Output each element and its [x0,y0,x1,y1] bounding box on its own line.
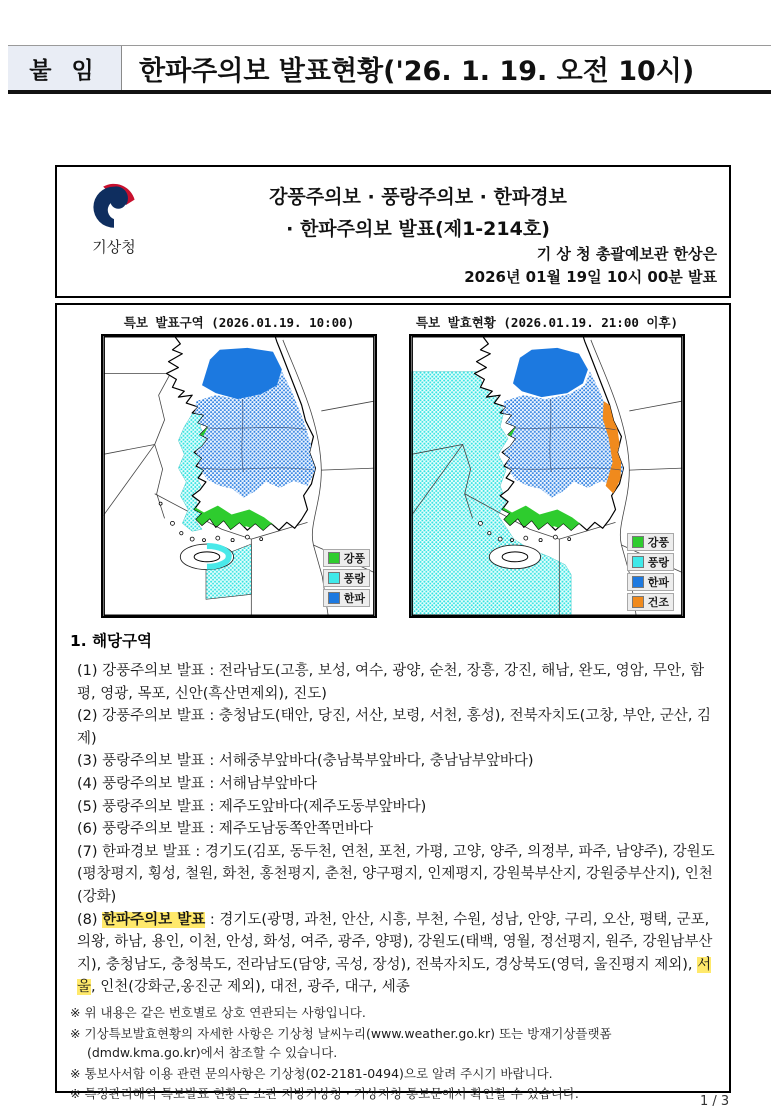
region-text: : 경기도(광명, 과천, 안산, 시흥, 부천, 수원, 성남, 안양, 구리, 오산, 평택, 군포, 의왕, 하남, 용인, 이천, 안성, 화성, 여주, 광주, 양평), 강원도(태백, 영월, 정선평지, 원주, 강원남부산지), 충청남도, 충청북도, 전라남도(담양, 곡성, 장성), 전북자치도, 경상북도(영덕, 울진평지 제외), [77,911,713,973]
legend-color-swatch [632,556,644,568]
map-issued-areas-title: 특보 발표구역 (2026.01.19. 10:00) [123,315,355,330]
legend-item [627,553,674,571]
legend-color-swatch [328,572,340,584]
region-text: (7) 한파경보 발표 : 경기도(김포, 동두천, 연천, 포천, 가평, 고양, 양주, 의정부, 파주, 남양주), 강원도(평창평지, 횡성, 철원, 화천, 홍천평지, 춘천, 양구평지, 인제평지, 강원북부산지, 강원중부산지), 인천(강화) [77,843,715,905]
legend-label: 한파 [343,592,365,605]
agency-block [75,179,153,257]
page-title: 한파주의보 발표현황('26. 1. 19. 오전 10시) [139,55,695,87]
map-effective-status-title: 특보 발효현황 (2026.01.19. 21:00 이후) [415,315,679,330]
legend-item [627,533,674,551]
document-header [55,165,731,298]
maps-row [57,313,729,618]
region-text: (3) 풍랑주의보 발표 : 서해중부앞바다(충남북부앞바다, 충남남부앞바다) [77,753,534,770]
jeju-island-group [180,544,233,570]
region-item [70,660,716,705]
report-title [167,181,669,245]
section-heading: 1. 해당구역 [70,632,152,650]
region-item [70,818,716,841]
region-item [70,750,716,773]
legend-color-swatch [632,576,644,588]
legend-color-swatch [328,592,340,604]
region-item [70,796,716,819]
legend-label: 강풍 [343,552,365,565]
map-issued-areas-frame [101,334,377,618]
region-text: (4) 풍랑주의보 발표 : 서해남부앞바다 [77,775,317,792]
jeju-island-group [489,545,540,569]
footnote: ※ 위 내용은 같은 번호별로 상호 연관되는 사항입니다. [70,1005,366,1020]
report-title-line2: · 한파주의보 발표(제1-214호) [286,218,550,240]
footnotes [70,1003,716,1105]
region-items-list [70,660,716,999]
legend-color-swatch [328,552,340,564]
region-text: (5) 풍랑주의보 발표 : 제주도앞바다(제주도동부앞바다) [77,798,427,815]
map-issued-areas [101,313,377,618]
page-number: 1 / 3 [700,1094,730,1109]
issuer-block [464,243,717,289]
region-text: (8) [77,911,103,928]
region-text: (6) 풍랑주의보 발표 : 제주도남동쪽안쪽먼바다 [77,821,373,838]
attachment-header [8,46,771,94]
footnote: ※ 기상특보발효현황의 자세한 사항은 기상청 날씨누리(www.weather.go.kr) 또는 방재기상플랫폼(dmdw.kma.go.kr)에서 참조할 수 있습니다. [70,1025,612,1060]
region-text: (1) 강풍주의보 발표 : 전라남도(고흥, 보성, 여수, 광양, 순천, 장흥, 강진, 해남, 완도, 영암, 무안, 함평, 영광, 목포, 신안(흑산면제외), 진도) [77,663,705,702]
legend-label: 풍랑 [647,556,669,569]
region-text: (2) 강풍주의보 발표 : 충청남도(태안, 당진, 서산, 보령, 서천, 홍성), 전북자치도(고창, 부안, 군산, 김제) [77,708,712,747]
highlighted-text: 한파주의보 발표 [102,911,206,928]
document-body [55,303,731,1101]
issue-datetime: 2026년 01월 19일 10시 00분 발표 [464,268,717,286]
issuer-name: 기 상 청 총괄예보관 한상은 [536,245,717,263]
legend-label: 건조 [647,596,669,609]
agency-name: 기상청 [92,238,136,256]
kma-logo-icon [87,179,141,231]
highlighted-text: 서울 [77,956,712,996]
region-text: , 인천(강화군,옹진군 제외), 대전, 광주, 대구, 세종 [91,979,410,996]
legend-item [323,589,370,607]
legend-color-swatch [632,536,644,548]
legend-item [627,593,674,611]
legend-label: 한파 [647,576,669,589]
footnote: ※ 통보사서함 이용 관련 문의사항은 기상청(02-2181-0494)으로 알려 주시기 바랍니다. [70,1065,553,1081]
region-item [70,705,716,750]
footnote: ※ 특정관리해역 특보발표 현황은 소관 지방기상청 · 기상지청 통보문에서 확인할 수 있습니다. [70,1086,579,1101]
region-item [70,909,716,999]
map-effective-status [409,313,685,618]
region-item [70,841,716,909]
region-item [70,773,716,796]
map-legend [323,549,370,607]
legend-item [323,569,370,587]
legend-item [323,549,370,567]
legend-item [627,573,674,591]
map-legend [627,533,674,611]
legend-label: 강풍 [647,536,669,549]
legend-label: 풍랑 [343,572,365,585]
legend-color-swatch [632,596,644,608]
attachment-label: 붙 임 [8,46,122,90]
map-effective-status-frame [409,334,685,618]
affected-regions-section [70,629,716,999]
report-title-line1: 강풍주의보 · 풍랑주의보 · 한파경보 [269,186,567,208]
